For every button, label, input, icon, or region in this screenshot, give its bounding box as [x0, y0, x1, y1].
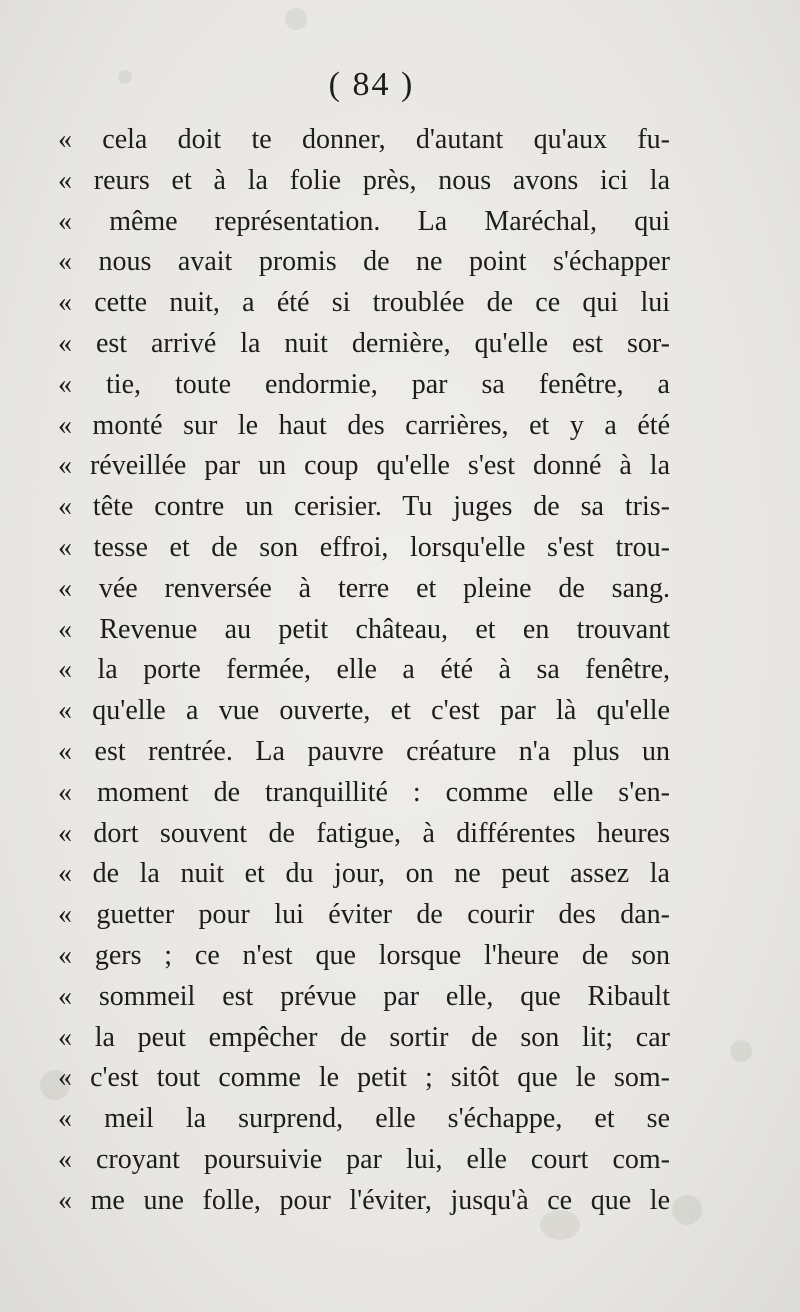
text-line: « reurs et à la folie près, nous avons ici la: [58, 164, 670, 196]
paper-stain: [285, 8, 307, 30]
body-text: [58, 120, 670, 1222]
text-line: « c'est tout comme le petit ; sitôt que le som-: [58, 1062, 670, 1094]
text-line: « sommeil est prévue par elle, que Ribault: [58, 980, 670, 1012]
text-line: « cela doit te donner, d'autant qu'aux fu-: [58, 124, 670, 155]
paper-stain: [672, 1195, 702, 1225]
text-line: « nous avait promis de ne point s'échapper: [58, 246, 670, 278]
text-line: « dort souvent de fatigue, à différentes heures: [58, 817, 670, 849]
text-line: « monté sur le haut des carrières, et y a été: [58, 409, 670, 441]
paper-stain: [730, 1040, 752, 1062]
text-line: « la porte fermée, elle a été à sa fenêtre,: [58, 654, 670, 686]
text-line: « croyant poursuivie par lui, elle court com-: [58, 1143, 670, 1175]
text-line: « même représentation. La Maréchal, qui: [58, 205, 670, 237]
text-line: « de la nuit et du jour, on ne peut assez la: [58, 858, 670, 890]
text-line: « Revenue au petit château, et en trouvant: [58, 613, 670, 645]
text-line: « réveillée par un coup qu'elle s'est donné à la: [58, 450, 670, 482]
text-line: « vée renversée à terre et pleine de sang.: [58, 572, 670, 604]
text-line: « est rentrée. La pauvre créature n'a plus un: [58, 735, 670, 767]
text-line: « est arrivé la nuit dernière, qu'elle est sor-: [58, 327, 670, 359]
text-line: « moment de tranquillité : comme elle s'en-: [58, 776, 670, 808]
text-line: « meil la surprend, elle s'échappe, et se: [58, 1103, 670, 1135]
text-line: « qu'elle a vue ouverte, et c'est par là qu'elle: [58, 695, 670, 727]
text-line: « cette nuit, a été si troublée de ce qui lui: [58, 287, 670, 319]
text-line: « guetter pour lui éviter de courir des dan-: [58, 899, 670, 931]
text-line: « gers ; ce n'est que lorsque l'heure de son: [58, 939, 670, 971]
text-line: « me une folle, pour l'éviter, jusqu'à ce que le: [58, 1184, 670, 1216]
text-line: « tesse et de son effroi, lorsqu'elle s'est trou-: [58, 531, 670, 563]
text-line: « tie, toute endormie, par sa fenêtre, a: [58, 368, 670, 400]
text-line: « la peut empêcher de sortir de son lit; car: [58, 1021, 670, 1053]
text-line: « tête contre un cerisier. Tu juges de sa tris-: [58, 491, 670, 523]
page-number: ( 84 ): [328, 66, 415, 103]
